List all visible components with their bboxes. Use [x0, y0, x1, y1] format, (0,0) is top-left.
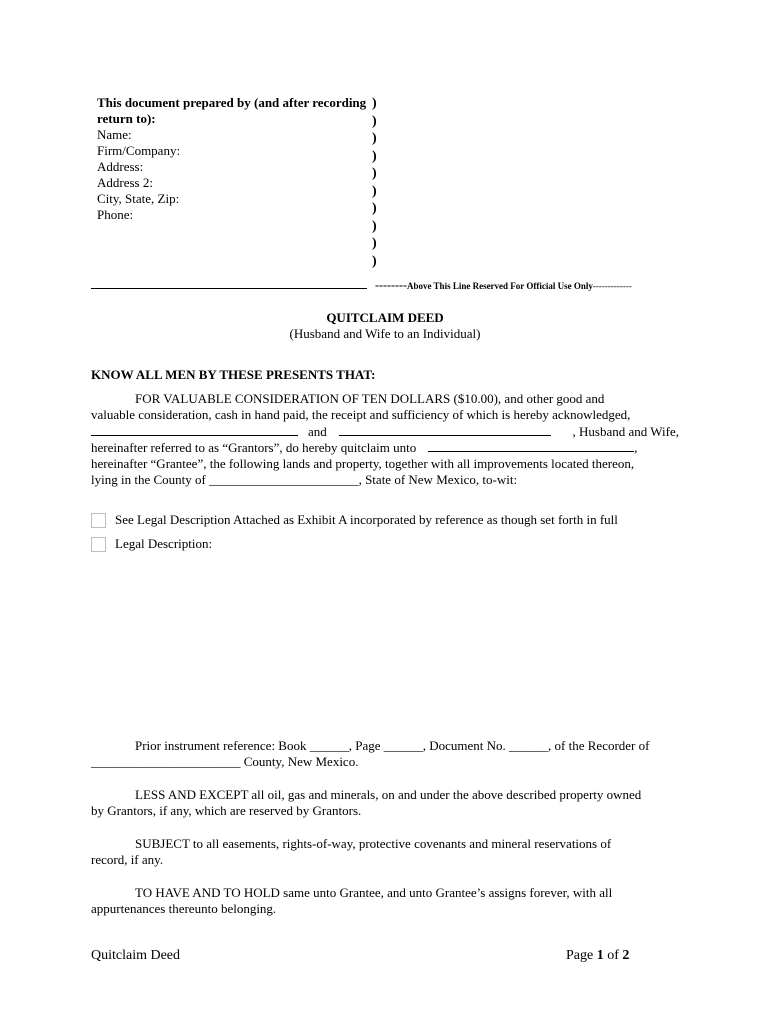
- document-subtitle: (Husband and Wife to an Individual): [289, 326, 481, 341]
- comma: ,: [634, 440, 638, 455]
- consideration-line-2: valuable consideration, cash in hand paid, the receipt and sufficiency of which is hereby acknowledged,: [91, 407, 631, 422]
- legal-description-option: [91, 536, 212, 552]
- address2-field-label: Address 2:: [97, 175, 153, 190]
- subject-to-line-1: SUBJECT to all easements, rights-of-way, protective covenants and mineral reservations of: [135, 836, 612, 851]
- bracket: ): [372, 166, 377, 181]
- habendum-line-2: appurtenances thereunto belonging.: [91, 901, 277, 916]
- bracket: ): [372, 131, 377, 146]
- less-except-line-2: by Grantors, if any, which are reserved by Grantors.: [91, 803, 362, 818]
- name-field-label: Name:: [97, 127, 132, 142]
- bracket: ): [372, 148, 377, 164]
- phone-field-label: Phone:: [97, 207, 134, 222]
- grantor-1-blank[interactable]: [91, 423, 298, 436]
- know-all-men-heading: KNOW ALL MEN BY THESE PRESENTS THAT:: [91, 367, 376, 382]
- less-except-line-1: LESS AND EXCEPT all oil, gas and minerals, on and under the above described property owned: [135, 787, 642, 802]
- quitclaim-unto-text: hereinafter referred to as “Grantors”, do hereby quitclaim unto: [91, 440, 417, 455]
- bracket-column: [372, 95, 377, 270]
- recording-divider-line: [91, 288, 367, 289]
- and-connector: and: [308, 424, 327, 439]
- prepared-by-block: [97, 95, 367, 223]
- prepared-by-heading: This document prepared by (and after recording return to):: [97, 95, 367, 126]
- prior-instrument-line-1: Prior instrument reference: Book ______, Page ______, Document No. ______, of the Recorder of: [135, 738, 650, 753]
- grantee-blank[interactable]: [428, 439, 634, 452]
- official-use-notice: --------Above This Line Reserved For Official Use Only-------------: [375, 278, 632, 292]
- bracket: ): [372, 253, 377, 269]
- footer-document-name: Quitclaim Deed: [91, 948, 181, 963]
- bracket: ): [372, 201, 377, 216]
- bracket: ): [372, 96, 377, 111]
- bracket: ): [372, 113, 377, 129]
- document-title: QUITCLAIM DEED: [326, 310, 444, 325]
- quitclaim-unto-line: [91, 439, 679, 456]
- address-field-label: Address:: [97, 159, 144, 174]
- grantor-2-blank[interactable]: [339, 423, 551, 436]
- consideration-line-5: hereinafter “Grantee”, the following lands and property, together with all improvements located thereon,: [91, 456, 635, 471]
- husband-and-wife-text: , Husband and Wife,: [572, 424, 679, 439]
- bracket: ): [372, 183, 377, 199]
- city-state-zip-field-label: City, State, Zip:: [97, 191, 180, 206]
- legal-description-checkbox[interactable]: [91, 537, 106, 552]
- county-line: lying in the County of _______________________, State of New Mexico, to-wit:: [91, 472, 518, 487]
- habendum-line-1: TO HAVE AND TO HOLD same unto Grantee, and unto Grantee’s assigns forever, with all: [135, 885, 613, 900]
- bracket: ): [372, 218, 377, 234]
- grantor-names-line: [91, 423, 679, 440]
- consideration-line-1: FOR VALUABLE CONSIDERATION OF TEN DOLLARS ($10.00), and other good and: [135, 391, 605, 406]
- exhibit-a-label: See Legal Description Attached as Exhibit A incorporated by reference as though set forth in full: [115, 512, 618, 527]
- bracket: ): [372, 236, 377, 251]
- prior-instrument-line-2: _______________________ County, New Mexico.: [91, 754, 359, 769]
- exhibit-a-option: [91, 512, 618, 528]
- subject-to-line-2: record, if any.: [91, 852, 164, 867]
- firm-field-label: Firm/Company:: [97, 143, 181, 158]
- footer-page-number: Page 1 of 2: [566, 948, 630, 963]
- legal-description-label: Legal Description:: [115, 536, 213, 551]
- exhibit-a-checkbox[interactable]: [91, 513, 106, 528]
